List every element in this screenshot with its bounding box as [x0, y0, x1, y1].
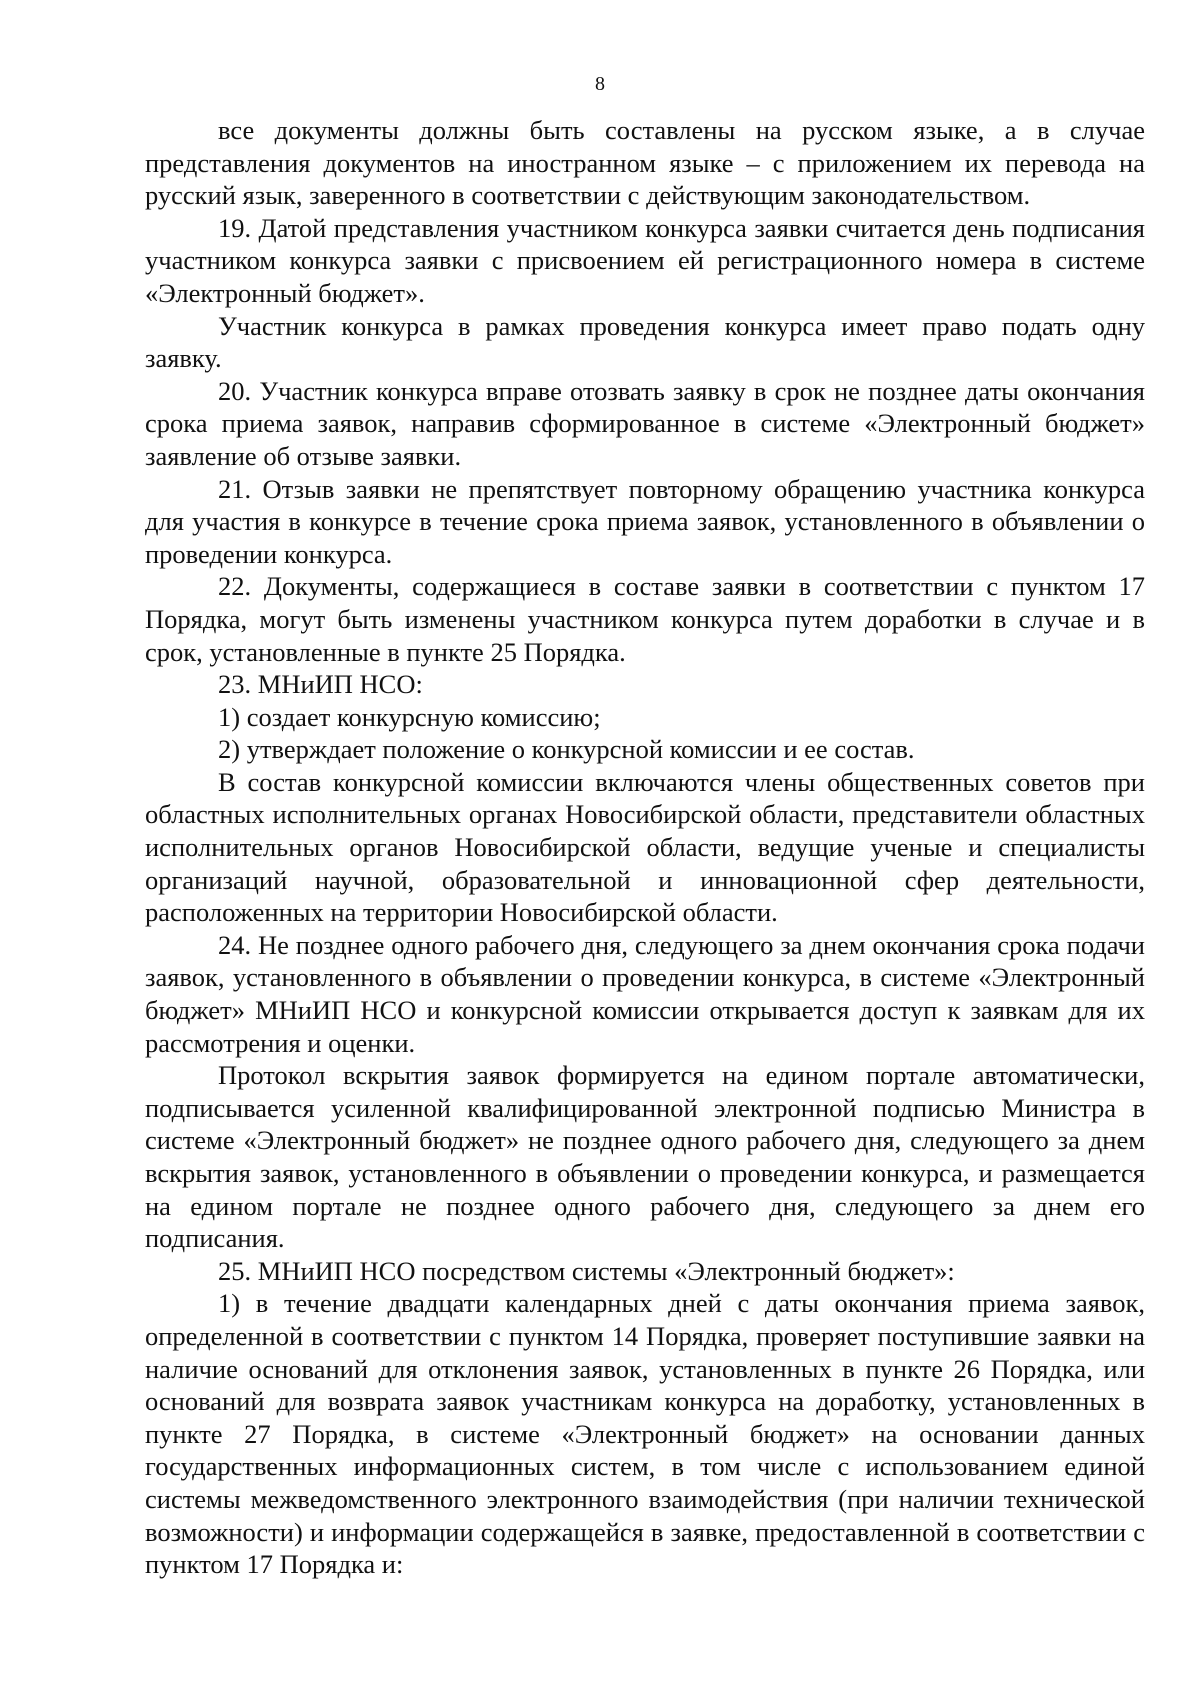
paragraph: 2) утверждает положение о конкурсной комиссии и ее состав. [218, 734, 915, 765]
paragraph: Участник конкурса в рамках проведения конкурса имеет право подать одну заявку. [145, 310, 1145, 374]
paragraph: 19. Датой представления участником конкурса заявки считается день подписания участником конкурса заявки с присвоением ей регистрационного номера в системе «Электронный бюджет». [145, 212, 1145, 308]
paragraph: 1) в течение двадцати календарных дней с даты окончания приема заявок, определенной в соответствии с пунктом 14 Порядка, проверяет поступившие заявки на наличие оснований для отклонения заявок, установленных в пункте 26 Порядка, или оснований для возврата заявок участникам конкурса на доработку, установленных в пункте 27 Порядка, в системе «Электронный бюджет» на основании данных государственных информационных систем, в том числе с использованием единой системы межведомственного электронного взаимодействия (при наличии технической возможности) и информации содержащейся в заявке, предоставленной в соответствии с пунктом 17 Порядка и: [145, 1288, 1145, 1580]
paragraph: 20. Участник конкурса вправе отозвать заявку в срок не позднее даты окончания срока приема заявок, направив сформированное в системе «Электронный бюджет» заявление об отзыве заявки. [145, 375, 1145, 471]
document-body [145, 114, 1145, 1581]
paragraph: 23. МНиИП НСО: [218, 669, 423, 700]
paragraph: 22. Документы, содержащиеся в составе заявки в соответствии с пунктом 17 Порядка, могут быть изменены участником конкурса путем доработки в случае и в срок, установленные в пункте 25 Порядка. [145, 571, 1145, 667]
paragraph: 24. Не позднее одного рабочего дня, следующего за днем окончания срока подачи заявок, установленного в объявлении о проведении конкурса, в системе «Электронный бюджет» МНиИП НСО и конкурсной комиссии открывается доступ к заявкам для их рассмотрения и оценки. [145, 929, 1145, 1058]
paragraph: В состав конкурсной комиссии включаются члены общественных советов при областных исполнительных органах Новосибирской области, представители областных исполнительных органов Новосибирской области, ведущие ученые и специалисты организаций научной, образовательной и инновационной сфер деятельности, расположенных на территории Новосибирской области. [145, 766, 1145, 928]
paragraph: 21. Отзыв заявки не препятствует повторному обращению участника конкурса для участия в конкурсе в течение срока приема заявок, установленного в объявлении о проведении конкурса. [145, 473, 1145, 569]
paragraph: все документы должны быть составлены на русском языке, а в случае представления документов на иностранном языке – с приложением их перевода на русский язык, заверенного в соответствии с действующим законодательством. [145, 115, 1145, 211]
page-number: 8 [595, 73, 605, 95]
paragraph: 1) создает конкурсную комиссию; [218, 701, 601, 732]
paragraph: 25. МНиИП НСО посредством системы «Электронный бюджет»: [218, 1255, 955, 1286]
paragraph: Протокол вскрытия заявок формируется на едином портале автоматически, подписывается усиленной квалифицированной электронной подписью Министра в системе «Электронный бюджет» не позднее одного рабочего дня, следующего за днем вскрытия заявок, установленного в объявлении о проведении конкурса, и размещается на едином портале не позднее одного рабочего дня, следующего за днем его подписания. [145, 1060, 1145, 1254]
